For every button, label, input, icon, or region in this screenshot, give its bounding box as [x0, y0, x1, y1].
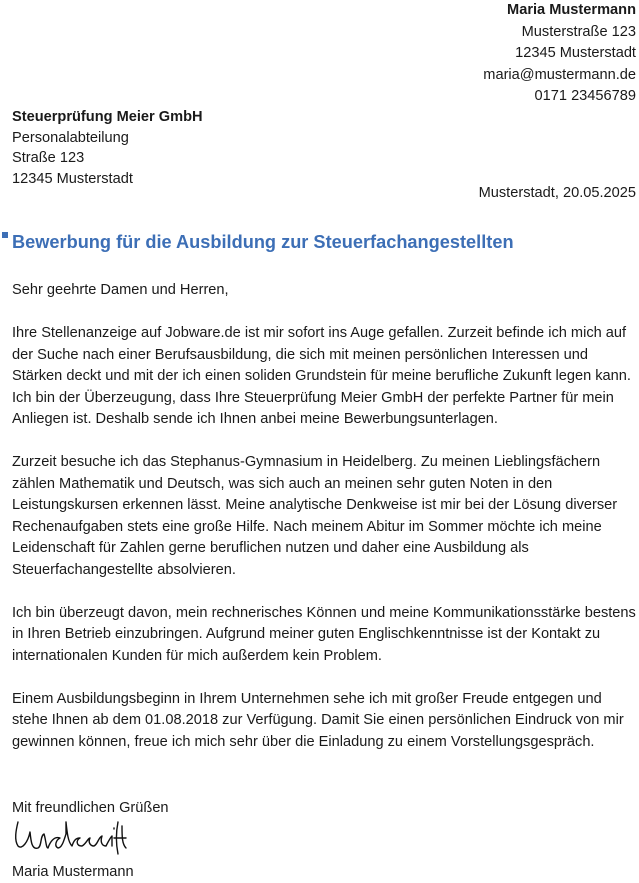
closing: Mit freundlichen Grüßen — [12, 800, 169, 816]
recipient-city: 12345 Musterstadt — [12, 170, 133, 187]
sender-block — [483, 0, 636, 108]
salutation: Sehr geehrte Damen und Herren, — [12, 282, 229, 298]
paragraph-2: Zurzeit besuche ich das Stephanus-Gymnasium in Heidelberg. Zu meinen Lieblingsfächern zählen Mathematik und Deutsch, was sich auch an meinen sehr guten Noten in den Leistungskursen erkennen lässt. Meine analytische Denkweise ist mir bei der Lösung diverser Rechenaufgaben stets eine große Hilfe. Nach meinem Abitur im Sommer möchte ich meine Leidenschaft für Zahlen gerne beruflichen nutzen und daher eine Ausbildung als Steuerfachangestellte absolvieren. — [12, 454, 618, 578]
sender-city: 12345 Musterstadt — [515, 45, 636, 61]
paragraph-3: Ich bin überzeugt davon, mein rechnerisches Können und meine Kommunikationsstärke bestens in Ihren Betrieb einzubringen. Aufgrund meiner guten Englischkenntnisse ist der Kontakt zu internationalen Kunden für mich außerdem kein Problem. — [12, 604, 636, 664]
recipient-company: Steuerprüfung Meier GmbH — [12, 109, 203, 125]
sender-email: maria@mustermann.de — [483, 66, 636, 83]
sender-street: Musterstraße 123 — [521, 23, 636, 40]
sender-phone: 0171 23456789 — [534, 88, 636, 104]
paragraph-4: Einem Ausbildungsbeginn in Ihrem Unternehmen sehe ich mit großer Freude entgegen und stehe Ihnen ab dem 01.08.2018 zur Verfügung. Damit Sie einen persönlichen Eindruck von mir gewinnen können, freue ich mich sehr über die Einladung zu einem Vorstellungsgespräch. — [12, 690, 624, 750]
paragraph-1: Ihre Stellenanzeige auf Jobware.de ist mir sofort ins Auge gefallen. Zurzeit befinde ich mich auf der Suche nach einer Berufsausbildung, die sich mit meinen persönlichen Interessen und Stärken deckt und mit der ich einen soliden Grundstein für meine berufliche Zukunft legen kann. Ich bin der Überzeugung, dass Ihre Steuerprüfung Meier GmbH der perfekte Partner für mein Anliegen ist. Deshalb sende ich Ihnen anbei meine Bewerbungsunterlagen. — [12, 325, 631, 427]
letter-body — [12, 280, 636, 775]
subject-marker — [2, 232, 8, 238]
handwritten-signature — [10, 816, 130, 858]
sender-name: Maria Mustermann — [507, 2, 636, 18]
letter-subject: Bewerbung für die Ausbildung zur Steuerfachangestellten — [12, 232, 514, 252]
signer-name: Maria Mustermann — [12, 864, 134, 880]
recipient-department: Personalabteilung — [12, 129, 129, 146]
letter-date: Musterstadt, 20.05.2025 — [478, 185, 636, 201]
recipient-block — [12, 107, 203, 189]
recipient-street: Straße 123 — [12, 150, 85, 166]
